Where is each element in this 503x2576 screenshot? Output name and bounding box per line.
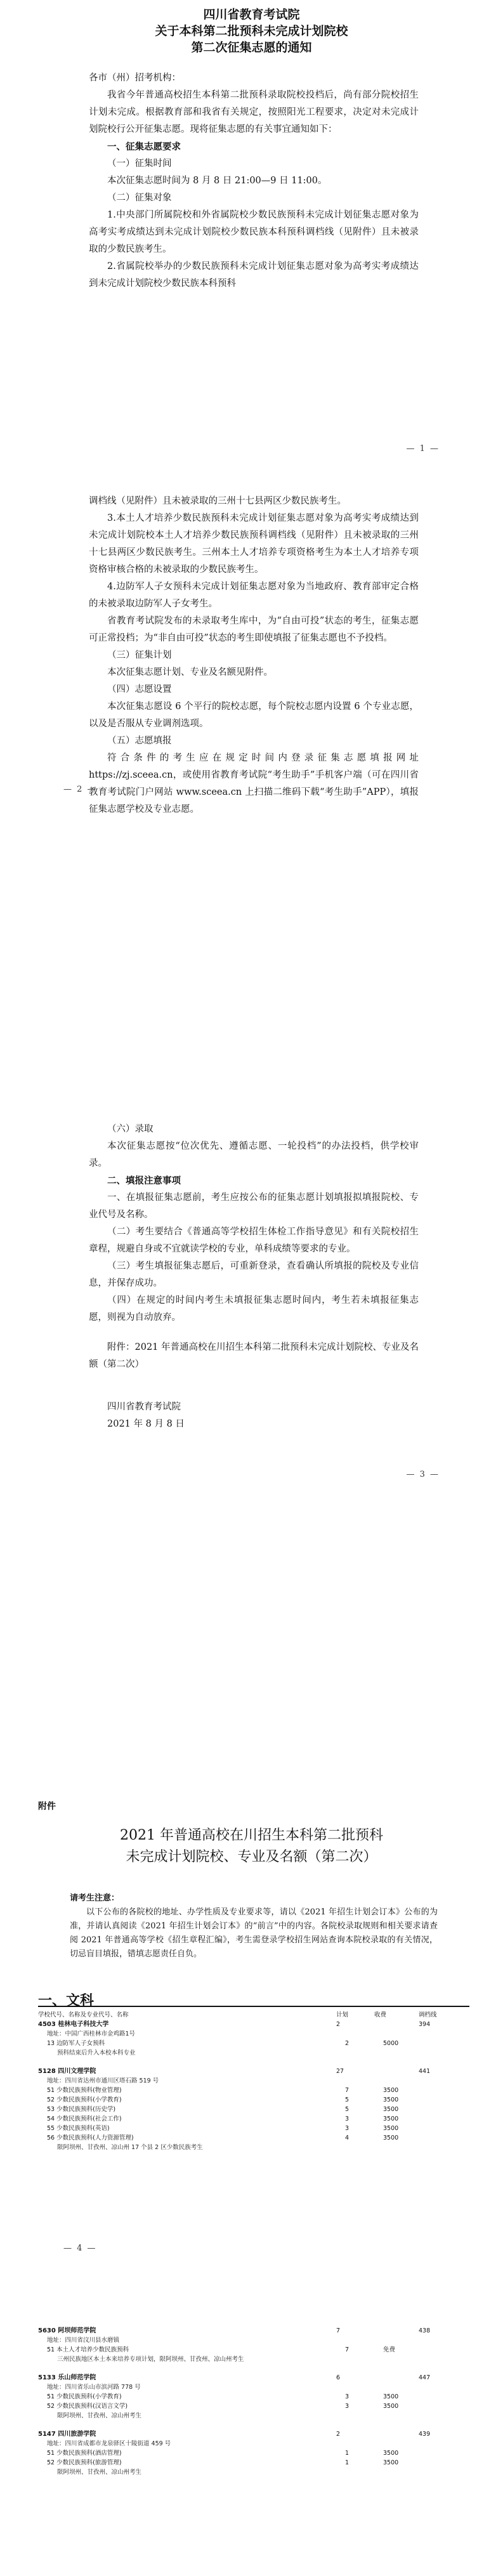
cell-c2 bbox=[345, 2383, 383, 2392]
cell-c4 bbox=[428, 2076, 466, 2086]
major-row bbox=[38, 2086, 469, 2095]
cell-c4 bbox=[428, 2133, 466, 2143]
cell-c2 bbox=[345, 2439, 383, 2449]
note-row bbox=[38, 2468, 469, 2477]
time-paragraph: 本次征集志愿时间为 8 月 8 日 21:00—9 日 11:00。 bbox=[107, 176, 327, 186]
heading-fill: （五）志愿填报 bbox=[107, 736, 172, 746]
notice-title bbox=[0, 6, 503, 56]
note-row bbox=[38, 2411, 469, 2421]
cell-c4 bbox=[428, 2029, 466, 2039]
cell-c4 bbox=[428, 2124, 466, 2133]
page2-body bbox=[89, 493, 419, 818]
plan-table-2 bbox=[38, 2326, 469, 2477]
fill-paragraph: 符合条件的考生应在规定时间内登录征集志愿填报网址 https://zj.sceea.cn，或使用省教育考试院“考生助手”手机客户端（可在四川省教育考试院门户网站 www.sceea.cn 上扫描二维码下载“考生助手”APP），填报征集志愿学校及专业志愿。 bbox=[89, 753, 419, 814]
table-body bbox=[38, 2326, 469, 2477]
cell-c2: 4 bbox=[345, 2135, 349, 2141]
heading-time: （一）征集时间 bbox=[107, 159, 172, 169]
cell-c4 bbox=[432, 2468, 469, 2477]
table-top-rule bbox=[38, 2006, 469, 2007]
plan-paragraph: 本次征集志愿计划、专业及名额见附件。 bbox=[107, 667, 273, 677]
cell-c2 bbox=[351, 2355, 388, 2364]
cell-c4: 438 bbox=[419, 2327, 431, 2334]
annex-title bbox=[0, 1825, 503, 1868]
school-row bbox=[38, 2429, 469, 2439]
annex-title-line-2: 未完成计划院校、专业及名额（第二次） bbox=[126, 1849, 377, 1865]
cell-c2: 3 bbox=[345, 2125, 349, 2132]
cell-c4 bbox=[428, 2086, 466, 2095]
cell-c3 bbox=[388, 2143, 432, 2152]
cell-c4 bbox=[432, 2143, 469, 2152]
cell-c2 bbox=[345, 2076, 383, 2086]
notes-body: 以下公布的各院校的地址、办学性质及专业要求等，请以《2021 年招生计划会订本》公布的为准，并请认真阅读《2021 年招生计划会订本》的“前言”中的内容。各院校录取规则和相关要求请查阅 2021 年普通高等学校《招生章程汇编》，考生需登录学校招生网站查询本院校录取的有关情况，切忌盲目填报，错填志愿责任自负。 bbox=[70, 1907, 438, 1959]
intro-paragraph: 我省今年普通高校招生本科第二批预科录取院校投档后，尚有部分院校招生计划未完成。根据教育部和我省有关规定，按照阳光工程要求，决定对未完成计划院校行公开征集志愿。现将征集志愿的有关事宜通知如下： bbox=[89, 90, 419, 134]
heading-notes: 二、填报注意事项 bbox=[107, 1175, 181, 1186]
major-row bbox=[38, 2392, 469, 2402]
cell-c4 bbox=[432, 2355, 469, 2364]
cell-c1: 51 少数民族预科(物业管理) bbox=[47, 2087, 122, 2094]
cell-c1: 53 少数民族预科(历史学) bbox=[47, 2106, 116, 2113]
cell-c3: 3500 bbox=[383, 2096, 399, 2103]
major-row bbox=[38, 2133, 469, 2143]
cell-c1: 5128 四川文理学院 bbox=[38, 2068, 96, 2075]
cell-c1: 51 本土人才培养少数民族预科 bbox=[47, 2346, 129, 2353]
major-row bbox=[38, 2449, 469, 2458]
major-row bbox=[38, 2114, 469, 2124]
cell-c2: 2 bbox=[336, 2431, 341, 2438]
cell-c3 bbox=[374, 2429, 419, 2439]
document-page-4-annex bbox=[0, 1800, 503, 2576]
cell-c3 bbox=[383, 2076, 428, 2086]
cell-c3: 5000 bbox=[383, 2040, 399, 2047]
continued-paragraph: 调档线（见附件）且未被录取的三州十七县两区少数民族考生。 bbox=[89, 496, 346, 506]
cell-c4: 439 bbox=[419, 2431, 431, 2438]
cell-c4 bbox=[428, 2345, 466, 2355]
cell-c1: 52 少数民族预科(汉语言文学) bbox=[47, 2403, 128, 2410]
cell-c4 bbox=[428, 2039, 466, 2048]
target-paragraph-2: 2.省属院校举办的少数民族预科未完成计划征集志愿对象为高考实考成绩达到未完成计划院校少数民族本科预科 bbox=[89, 261, 419, 289]
cell-c3 bbox=[374, 2020, 419, 2029]
cell-c2: 27 bbox=[336, 2068, 344, 2075]
cell-c2: 7 bbox=[336, 2327, 341, 2334]
page1-body bbox=[89, 70, 419, 292]
cell-c3: 免费 bbox=[383, 2346, 396, 2353]
cell-c1: 54 少数民族预科(社会工作) bbox=[47, 2115, 122, 2122]
cell-c4: 441 bbox=[419, 2068, 431, 2075]
school-row bbox=[38, 2326, 469, 2336]
cell-c2: 3 bbox=[345, 2403, 349, 2410]
cell-c3: 3500 bbox=[383, 2459, 399, 2466]
major-row bbox=[38, 2095, 469, 2105]
notes-heading: 请考生注意： bbox=[70, 1893, 120, 1903]
address-row bbox=[38, 2029, 469, 2039]
cell-c3 bbox=[374, 2326, 419, 2336]
page-number: — 4 — bbox=[63, 2244, 97, 2253]
cell-c2 bbox=[351, 2411, 388, 2421]
cell-c1: 5147 四川旅游学院 bbox=[38, 2431, 96, 2438]
annex-notes bbox=[70, 1892, 438, 1961]
note-row bbox=[38, 2048, 469, 2058]
target-paragraph-3: 3.本土人才培养少数民族预科未完成计划征集志愿对象为高考实考成绩达到未完成计划院校本土人才培养少数民族预科调档线（见附件）且未被录取的三州十七县两区少数民族考生。三州本土人才培养专项资格考生为本土人才培养专项资格审核合格的未被录取的少数民族考生。 bbox=[89, 513, 419, 575]
cell-c2 bbox=[351, 2468, 388, 2477]
cell-c1: 56 少数民族预科(人力资源管理) bbox=[47, 2135, 134, 2141]
cell-c1: 4503 桂林电子科技大学 bbox=[38, 2021, 109, 2028]
cell-c1: 预科结束后升入本校本科专业 bbox=[57, 2050, 136, 2056]
heading-requirements: 一、征集志愿要求 bbox=[107, 141, 181, 152]
cell-c4 bbox=[428, 2402, 466, 2411]
cell-c1: 地址：四川省汶川县水磨镇 bbox=[47, 2337, 120, 2344]
address-row bbox=[38, 2383, 469, 2392]
note-paragraph-4: （四）在规定的时间内考生未填报征集志愿时间内，考生若未填报征集志愿，则视为自动放弃。 bbox=[89, 1295, 419, 1323]
cell-c2 bbox=[345, 2336, 383, 2345]
cell-c3: 3500 bbox=[383, 2450, 399, 2457]
cell-c4 bbox=[428, 2105, 466, 2114]
cell-c2: 2 bbox=[345, 2040, 349, 2047]
cell-c2: 1 bbox=[345, 2450, 349, 2457]
cell-c3 bbox=[374, 2067, 419, 2076]
cell-c1: 限阿坝州、甘孜州、凉山州 17 个县 2 区少数民族考生 bbox=[57, 2144, 203, 2151]
cell-c2: 2 bbox=[336, 2021, 341, 2028]
school-row bbox=[38, 2373, 469, 2383]
cell-c4 bbox=[428, 2439, 466, 2449]
issuing-organization: 四川省教育考试院 bbox=[107, 1402, 181, 1412]
major-row bbox=[38, 2105, 469, 2114]
attachment-line: 附件：2021 年普通高校在川招生本科第二批预科未完成计划院校、专业及名额（第二次） bbox=[89, 1342, 419, 1370]
cell-c3: 3500 bbox=[383, 2087, 399, 2094]
cell-c3: 3500 bbox=[383, 2403, 399, 2410]
cell-c1: 5133 乐山师范学院 bbox=[38, 2374, 96, 2381]
target-paragraph-1: 1.中央部门所属院校和外省属院校少数民族预科未完成计划征集志愿对象为高考实考成绩达到未完成计划院校少数民族本科预科调档线（见附件）且未被录取的少数民族考生。 bbox=[89, 210, 419, 254]
school-row bbox=[38, 2067, 469, 2076]
cell-c3 bbox=[383, 2336, 428, 2345]
issue-date: 2021 年 8 月 8 日 bbox=[107, 1419, 185, 1429]
note-row bbox=[38, 2143, 469, 2152]
cell-c3 bbox=[388, 2411, 432, 2421]
cell-c4 bbox=[428, 2449, 466, 2458]
address-row bbox=[38, 2336, 469, 2345]
section-heading-liberal-arts: 一、文科 bbox=[38, 1993, 95, 2009]
major-row bbox=[38, 2124, 469, 2133]
cell-c3 bbox=[388, 2048, 432, 2058]
document-page-2 bbox=[0, 474, 503, 1102]
page-number: — 3 — bbox=[406, 1470, 440, 1479]
header-cutoff: 调档线 bbox=[419, 2011, 437, 2018]
target-paragraph-4: 4.边防军人子女预科未完成计划征集志愿对象为当地政府、教育部审定合格的未被录取边防军人子女考生。 bbox=[89, 582, 419, 609]
document-page-1 bbox=[0, 0, 503, 474]
title-line-2: 关于本科第二批预科未完成计划院校 bbox=[155, 24, 348, 38]
cell-c1: 地址：中国广西桂林市金鸡路1号 bbox=[47, 2030, 136, 2037]
school-row bbox=[38, 2020, 469, 2029]
cell-c4 bbox=[428, 2392, 466, 2402]
cell-c4: 447 bbox=[419, 2374, 431, 2381]
cell-c4 bbox=[428, 2095, 466, 2105]
cell-c2: 7 bbox=[345, 2346, 349, 2353]
row-spacer bbox=[38, 2058, 469, 2067]
plan-table-1 bbox=[38, 2010, 469, 2152]
cell-c2: 1 bbox=[345, 2459, 349, 2466]
cell-c3: 3500 bbox=[383, 2135, 399, 2141]
cell-c3: 3500 bbox=[383, 2125, 399, 2132]
cell-c2: 5 bbox=[345, 2106, 349, 2113]
major-row bbox=[38, 2402, 469, 2411]
cell-c1: 55 少数民族预科(英语) bbox=[47, 2125, 110, 2132]
cell-c1: 三州民族地区本土本来培养专项计划，限阿坝州、甘孜州、凉山州考生 bbox=[57, 2356, 244, 2363]
address-row bbox=[38, 2076, 469, 2086]
title-line-1: 四川省教育考试院 bbox=[203, 8, 300, 22]
heading-admission: （六）录取 bbox=[107, 1124, 154, 1134]
cell-c1: 13 边防军人子女预科 bbox=[47, 2040, 105, 2047]
cell-c1: 限阿坝州、甘孜州、凉山州考生 bbox=[57, 2412, 142, 2419]
page-number: — 1 — bbox=[406, 444, 440, 454]
cell-c3: 3500 bbox=[383, 2115, 399, 2122]
cell-c2 bbox=[345, 2029, 383, 2039]
cell-c4 bbox=[432, 2048, 469, 2058]
cell-c3 bbox=[383, 2439, 428, 2449]
cell-c1: 51 少数民族预科(酒店管理) bbox=[47, 2450, 122, 2457]
cell-c4: 394 bbox=[419, 2021, 431, 2028]
cell-c2: 7 bbox=[345, 2087, 349, 2094]
cell-c3: 3500 bbox=[383, 2106, 399, 2113]
annex-label: 附件 bbox=[38, 1801, 56, 1812]
cell-c4 bbox=[428, 2383, 466, 2392]
cell-c1: 地址：四川省达州市通川区塔石路 519 号 bbox=[47, 2077, 159, 2084]
heading-target: （二）征集对象 bbox=[107, 193, 172, 203]
header-fee: 收费 bbox=[374, 2011, 387, 2018]
cell-c3 bbox=[388, 2355, 432, 2364]
row-spacer bbox=[38, 2421, 469, 2429]
cell-c1: 限阿坝州、甘孜州、凉山州考生 bbox=[57, 2469, 142, 2476]
address-row bbox=[38, 2439, 469, 2449]
page-number: — 2 — bbox=[63, 785, 97, 794]
cell-c2: 5 bbox=[345, 2096, 349, 2103]
cell-c3 bbox=[383, 2029, 428, 2039]
cell-c1: 5630 阿坝师范学院 bbox=[38, 2327, 96, 2334]
row-spacer bbox=[38, 2364, 469, 2373]
page3-body bbox=[89, 1121, 419, 1433]
cell-c3 bbox=[374, 2373, 419, 2383]
cell-c2 bbox=[351, 2048, 388, 2058]
cell-c4 bbox=[428, 2458, 466, 2468]
cell-c2: 3 bbox=[345, 2115, 349, 2122]
header-plan: 计划 bbox=[336, 2011, 349, 2018]
major-row bbox=[38, 2039, 469, 2048]
table-header bbox=[38, 2010, 469, 2020]
major-row bbox=[38, 2345, 469, 2355]
cell-c1: 地址：四川省成都市龙泉驿区十陵街道 459 号 bbox=[47, 2440, 171, 2447]
cell-c2 bbox=[351, 2143, 388, 2152]
header-school-major: 学校代号、名称及专业代号、名称 bbox=[38, 2011, 129, 2018]
cell-c4 bbox=[428, 2114, 466, 2124]
cell-c3: 3500 bbox=[383, 2393, 399, 2400]
heading-setting: （四）志愿设置 bbox=[107, 684, 172, 695]
cell-c1: 52 少数民族预科(小学教育) bbox=[47, 2096, 122, 2103]
cell-c2: 6 bbox=[336, 2374, 341, 2381]
salutation: 各市（州）招考机构： bbox=[89, 73, 181, 83]
note-paragraph-3: （三）考生填报征集志愿后，可重新登录，查看确认所填报的院校及专业信息，并保存成功。 bbox=[89, 1261, 419, 1288]
cell-c3 bbox=[388, 2468, 432, 2477]
note-row bbox=[38, 2355, 469, 2364]
cell-c3 bbox=[383, 2383, 428, 2392]
status-paragraph: 省教育考试院发布的未录取考生库中，为“自由可投”状态的考生，征集志愿可正常投档；为“非自由可投”状态的考生即使填报了征集志愿也不予投档。 bbox=[89, 616, 419, 643]
title-line-3: 第二次征集志愿的通知 bbox=[191, 41, 312, 55]
cell-c1: 52 少数民族预科(旅游管理) bbox=[47, 2459, 122, 2466]
admission-paragraph: 本次征集志愿按“位次优先、遵循志愿、一轮投档”的办法投档，供学校审录。 bbox=[89, 1141, 419, 1168]
cell-c2: 3 bbox=[345, 2393, 349, 2400]
heading-plan: （三）征集计划 bbox=[107, 650, 172, 660]
document-page-3 bbox=[0, 1102, 503, 1800]
annex-title-line-1: 2021 年普通高校在川招生本科第二批预科 bbox=[120, 1827, 383, 1843]
cell-c4 bbox=[428, 2336, 466, 2345]
cell-c4 bbox=[432, 2411, 469, 2421]
note-paragraph-1: 一、在填报征集志愿前，考生应按公布的征集志愿计划填报拟填报院校、专业代号及名称。 bbox=[89, 1193, 419, 1220]
cell-c1: 地址：四川省乐山市滨河路 778 号 bbox=[47, 2384, 141, 2391]
table-body bbox=[38, 2020, 469, 2152]
setting-paragraph: 本次征集志愿设 6 个平行的院校志愿，每个院校志愿内设置 6 个专业志愿，以及是否服从专业调剂选项。 bbox=[89, 702, 419, 729]
major-row bbox=[38, 2458, 469, 2468]
cell-c1: 51 少数民族预科(小学教育) bbox=[47, 2393, 122, 2400]
note-paragraph-2: （二）考生要结合《普通高等学校招生体检工作指导意见》和有关院校招生章程，规避自身或不宜就读学校的专业，单科成绩等要求的专业。 bbox=[89, 1227, 419, 1254]
